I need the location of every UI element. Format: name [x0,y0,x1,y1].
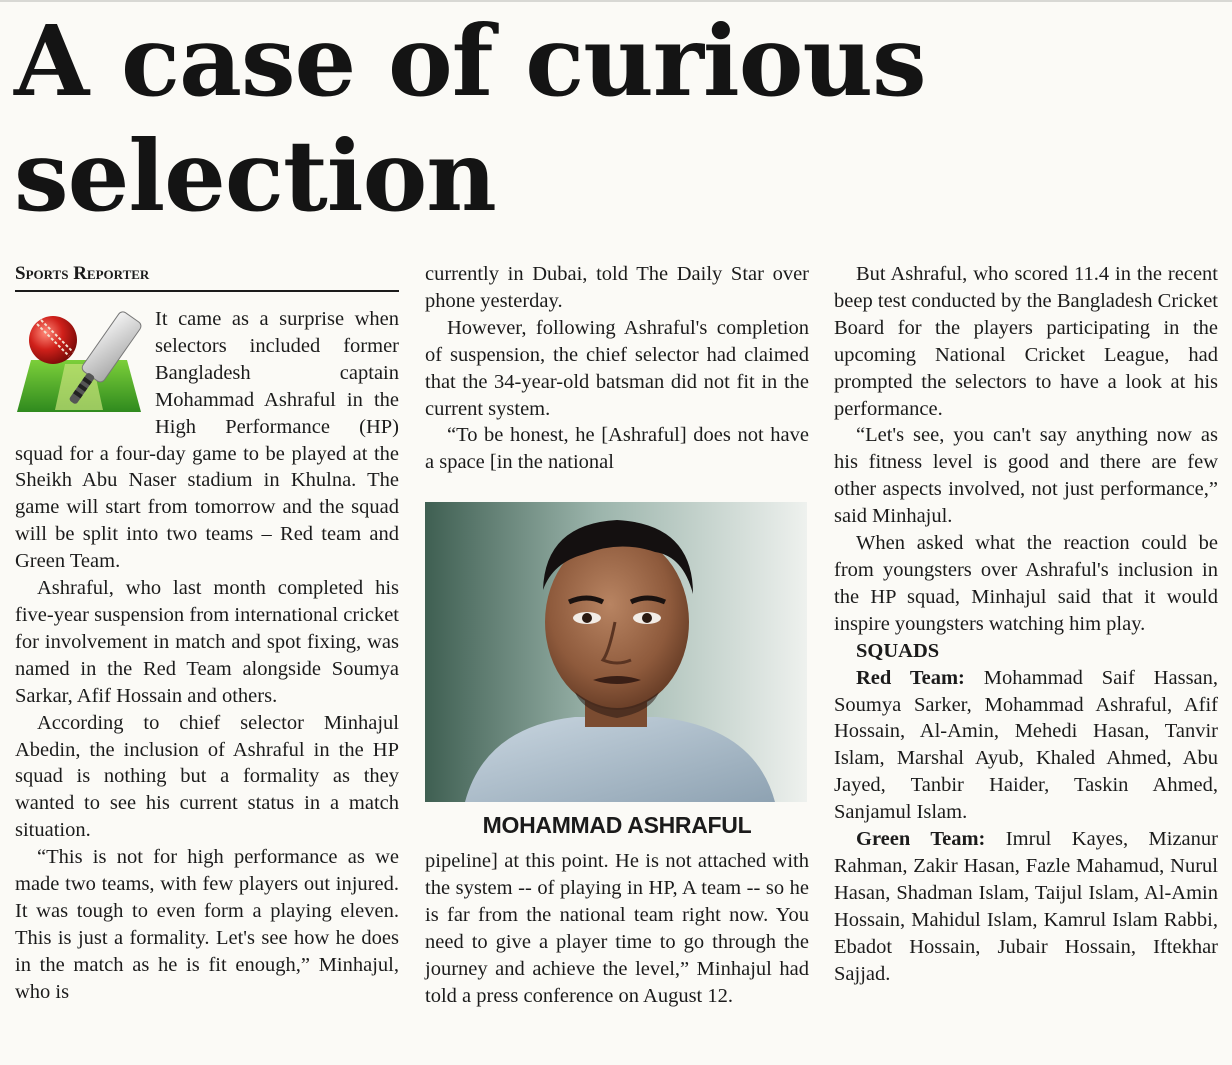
paragraph: “To be honest, he [Ashraful] does not have a space [in the national [425,424,809,474]
paragraph: “This is not for high performance as we made two teams, with few players out injured. It was tough to even form a playing eleven. This is just a formality. Let's see how he does in the match as he is fit enough,” Minhajul, who is [15,846,399,1003]
column-1 [15,261,399,1006]
paragraph: According to chief selector Minhajul Abedin, the inclusion of Ashraful in the HP squad is nothing but a formality as they wanted to see his current status in a match situation. [15,711,399,842]
green-team-label: Green Team: [856,828,986,851]
paragraph: currently in Dubai, told The Daily Star over phone yesterday. [425,263,809,312]
paragraph: Ashraful, who last month completed his five-year suspension from international cricket for involvement in match and spot fixing, was named in the Red Team alongside Soumya Sarkar, Afif Hossain and others. [15,577,399,707]
red-team-label: Red Team: [856,666,965,689]
red-team-players: Mohammad Saif Hassan, Soumya Sarker, Mohammad Ashraful, Afif Hossain, Al-Amin, Mehedi Hasan, Tanvir Islam, Marshal Ayub, Khaled Ahmed, Abu Jayed, Tanbir Haider, Taskin Ahmed, Sanjamul Islam. [834,666,1219,824]
paragraph: But Ashraful, who scored 11.4 in the recent beep test conducted by the Bangladesh Cricket Board for the players participating in the upcoming National Cricket League, had prompted the selectors to have a look at his performance. [834,263,1218,420]
squads-heading: SQUADS [856,639,940,662]
paragraph: When asked what the reaction could be from youngsters over Ashraful's inclusion in the HP squad, Minhajul said that it would inspire youngsters watching him play. [834,532,1218,635]
red-team-squad [834,665,1218,826]
paragraph: However, following Ashraful's completion of suspension, the chief selector had claimed that the 34-year-old batsman did not fit in the current system. [425,316,809,420]
top-rule [0,0,1232,2]
green-team-players: Imrul Kayes, Mizanur Rahman, Zakir Hasan, Fazle Mahamud, Nurul Hasan, Shadman Islam, Taijul Islam, Al-Amin Hossain, Mahidul Islam, Kamrul Islam Rabbi, Ebadot Hossain, Jubair Hossain, Iftekhar Sajjad. [834,828,1218,985]
portrait-illustration [425,502,807,802]
portrait-photo [425,502,807,802]
paragraph: It came as a surprise when selectors included former Bangladesh captain Mohammad Ashraful in the High Performance (HP) squad for a four-day game to be played at the Sheikh Abu Naser stadium in Khulna. The game will start from tomorrow and the squad will be split into two teams – Red team and Green Team. [15,308,399,573]
cricket-ball-and-bat-icon [15,306,143,422]
byline-rule [15,290,399,292]
photo-caption: MOHAMMAD ASHRAFUL [482,812,752,839]
paragraph: pipeline] at this point. He is not attached with the system -- of playing in HP, A team -- so he is far from the national team right now. You need to give a player time to go through the journey and achieve the level,” Minhajul had told a press conference on August 12. [425,850,809,1007]
column-2 [425,261,809,1010]
column-3 [834,261,1218,987]
paragraph: “Let's see, you can't say anything now as his fitness level is good and there are few other aspects involved, not just performance,” said Minhajul. [834,424,1218,528]
headline: A case of curious selection [14,4,926,233]
green-team-squad [834,826,1218,987]
byline: Sports Reporter [15,263,150,284]
